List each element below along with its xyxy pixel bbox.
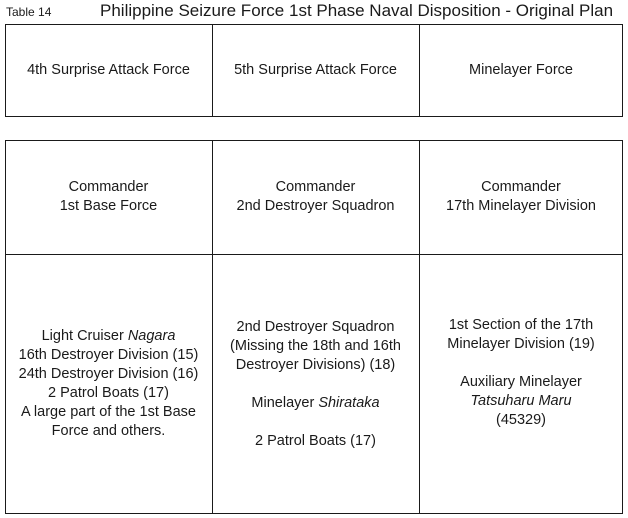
table-label: Table 14 (6, 5, 52, 19)
ship-name: Shirataka (318, 394, 380, 411)
force-cell-3 (419, 24, 623, 117)
unit-line: Minelayer Division (19) (447, 336, 595, 352)
commander-unit: 1st Base Force (59, 198, 158, 214)
unit-line: 16th Destroyer Division (15) (18, 347, 199, 363)
unit-line: 24th Destroyer Division (16) (18, 366, 199, 382)
unit-line: A large part of the 1st Base (21, 404, 196, 420)
ship-name: Nagara (127, 328, 176, 344)
unit-line (251, 394, 379, 413)
force-cell-2 (212, 24, 419, 117)
force-name: Minelayer Force (469, 62, 573, 78)
unit-type: Light Cruiser (41, 328, 128, 344)
unit-line: Force and others. (51, 423, 166, 439)
unit-line (42, 327, 176, 346)
commander-unit: 2nd Destroyer Squadron (236, 198, 395, 214)
disposition-table (5, 140, 623, 514)
force-name: 5th Surprise Attack Force (234, 62, 397, 78)
commander-unit: 17th Minelayer Division (446, 198, 596, 214)
unit-line: Destroyer Divisions) (18) (235, 356, 396, 373)
unit-line: 2 Patrol Boats (17) (255, 432, 376, 449)
ship-name: Tatsuharu Maru (470, 393, 572, 409)
unit-line: Auxiliary Minelayer (460, 374, 582, 390)
units-cell-3 (419, 254, 623, 514)
unit-line: (Missing the 18th and 16th (230, 337, 401, 354)
commander-cell-2 (212, 140, 419, 254)
commander-title: Commander (481, 179, 561, 195)
commander-title: Commander (68, 179, 149, 195)
unit-line: (45329) (496, 412, 546, 428)
unit-line: 1st Section of the 17th (448, 317, 594, 333)
commander-title: Commander (275, 179, 356, 195)
force-name: 4th Surprise Attack Force (27, 62, 190, 78)
unit-type: Minelayer (251, 394, 319, 411)
units-cell-1 (5, 254, 212, 514)
forces-row (5, 24, 623, 117)
table-title: Philippine Seizure Force 1st Phase Naval Disposition - Original Plan (100, 1, 614, 20)
units-cell-2 (212, 254, 419, 514)
force-cell-1 (5, 24, 212, 117)
commander-cell-1 (5, 140, 212, 254)
unit-line: 2 Patrol Boats (17) (48, 385, 169, 401)
commander-cell-3 (419, 140, 623, 254)
unit-line: 2nd Destroyer Squadron (236, 318, 395, 335)
